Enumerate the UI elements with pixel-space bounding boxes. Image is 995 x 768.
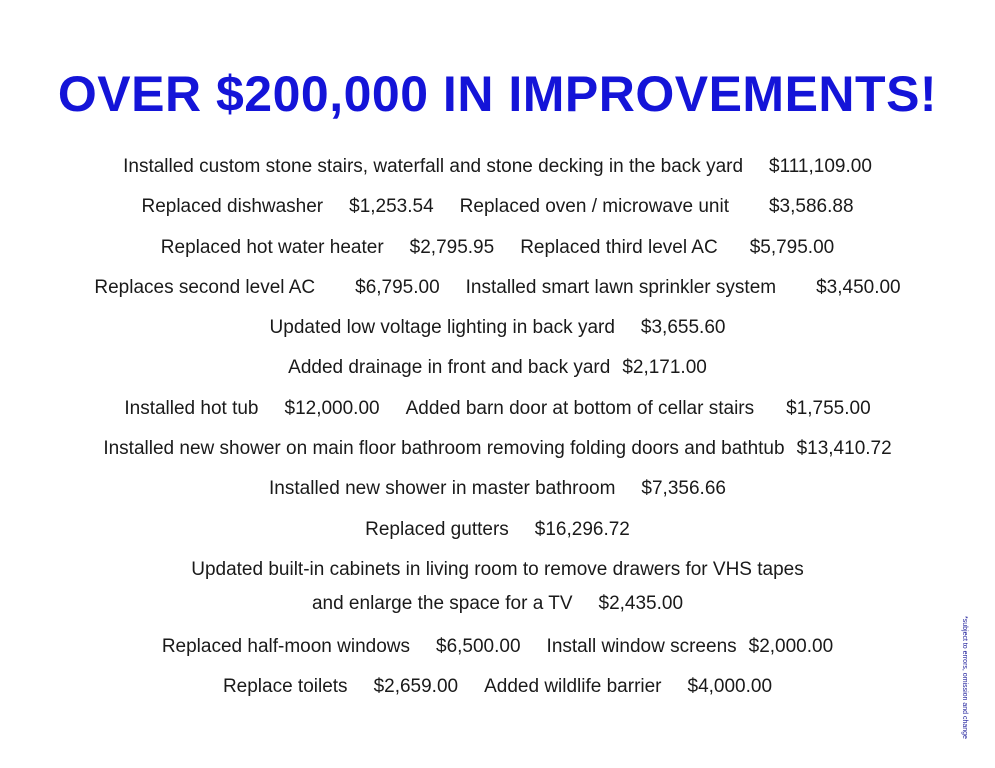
item-price: $6,500.00 (436, 635, 521, 657)
disclaimer (958, 616, 978, 746)
item-price: $3,655.60 (640, 317, 726, 339)
item-label: Replaces second level AC (94, 276, 316, 298)
improvement-line (0, 587, 995, 621)
item-price: $7,356.66 (641, 478, 726, 500)
item-price: $16,296.72 (534, 518, 630, 540)
improvement-line (0, 147, 995, 187)
item-label: Replaced gutters (365, 518, 509, 540)
improvement-line (0, 469, 995, 509)
improvements-list (0, 147, 995, 708)
improvement-line (0, 228, 995, 268)
headline: OVER $200,000 IN IMPROVEMENTS! (57, 66, 938, 122)
item-price: $4,000.00 (687, 676, 773, 698)
improvement-item (123, 147, 872, 187)
improvement-item (312, 587, 683, 621)
improvement-item (466, 268, 901, 308)
improvement-item (520, 228, 834, 268)
improvement-line (0, 187, 995, 227)
item-price: $111,109.00 (769, 156, 872, 177)
improvement-line (0, 389, 995, 429)
improvement-item (141, 187, 433, 227)
item-price: $13,410.72 (796, 438, 892, 460)
improvement-line (0, 667, 995, 707)
improvement-item (484, 667, 772, 707)
disclaimer-text: *subject to errors, omission and change (961, 616, 968, 739)
item-label: Updated built-in cabinets in living room to remove drawers for VHS tapes (191, 558, 804, 580)
item-price: $3,450.00 (816, 276, 901, 298)
improvement-item (103, 429, 891, 469)
item-label: Replaced half-moon windows (161, 635, 411, 657)
improvement-item (365, 510, 630, 550)
improvement-line (0, 627, 995, 667)
improvement-line (0, 429, 995, 469)
improvement-line (0, 348, 995, 388)
item-price: $12,000.00 (284, 397, 380, 419)
improvement-line (0, 268, 995, 308)
item-label: Added wildlife barrier (484, 676, 662, 698)
improvement-item (223, 667, 458, 707)
improvement-item (406, 389, 871, 429)
item-label: Replaced hot water heater (160, 236, 384, 258)
item-label: Replace toilets (222, 676, 348, 698)
item-label: Replaced oven / microwave unit (459, 196, 729, 218)
item-label: Updated low voltage lighting in back yard (269, 317, 615, 339)
item-label: Replaced third level AC (520, 236, 718, 258)
item-price: $6,795.00 (355, 276, 440, 298)
improvement-item (269, 469, 726, 509)
item-label: and enlarge the space for a TV (311, 592, 573, 614)
item-price: $2,000.00 (748, 635, 834, 657)
improvement-item (460, 187, 854, 227)
item-label: Added barn door at bottom of cellar stairs (405, 397, 755, 419)
item-label: Installed smart lawn sprinkler system (465, 276, 777, 298)
item-label: Installed custom stone stairs, waterfall and stone decking in the back yard (123, 156, 744, 177)
item-label: Install window screens (546, 635, 737, 657)
improvement-item (94, 268, 439, 308)
item-price: $5,795.00 (749, 236, 835, 258)
item-label: Installed new shower on main floor bathroom removing folding doors and bathtub (103, 438, 785, 460)
item-price: $2,435.00 (598, 592, 684, 614)
improvement-item (161, 228, 494, 268)
improvement-line (0, 510, 995, 550)
item-price: $3,586.88 (768, 196, 854, 218)
improvement-item (191, 553, 804, 587)
item-label: Installed new shower in master bathroom (269, 478, 616, 500)
improvement-line (0, 553, 995, 587)
item-label: Replaced dishwasher (141, 196, 324, 218)
improvement-item (124, 389, 379, 429)
item-price: $2,659.00 (373, 676, 459, 698)
item-price: $2,795.95 (409, 236, 495, 258)
improvement-item (162, 627, 521, 667)
item-price: $1,253.54 (349, 196, 434, 218)
item-price: $2,171.00 (622, 357, 707, 379)
improvement-item (288, 348, 707, 388)
item-price: $1,755.00 (786, 397, 871, 419)
item-label: Installed hot tub (124, 397, 259, 419)
improvement-item (547, 627, 834, 667)
improvement-item (270, 308, 726, 348)
improvement-line (0, 308, 995, 348)
item-label: Added drainage in front and back yard (288, 357, 611, 379)
